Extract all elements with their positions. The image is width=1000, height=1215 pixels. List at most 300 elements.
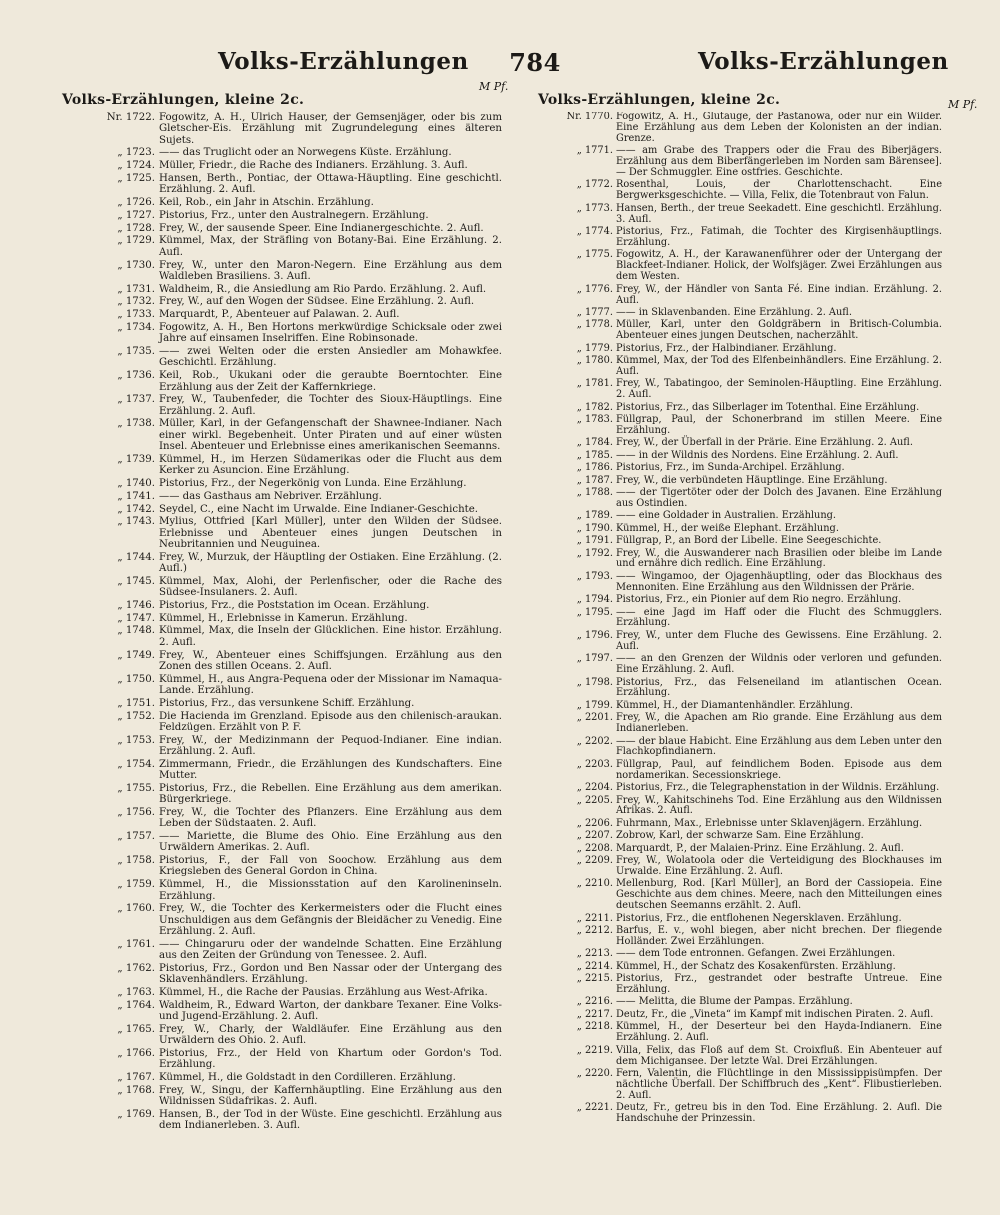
entry-text: Seydel, C., eine Nacht im Urwalde. Eine Indianer-Geschichte. [159,503,479,515]
entry-number: „ 1734. [117,322,155,334]
entry-text: Fuhrmann, Max., Erlebnisse unter Sklavenjägern. Erzählung. [616,817,923,829]
entry-number: „ 1767. [117,1071,155,1083]
catalog-entry [538,308,942,319]
catalog-entry [538,112,942,145]
entry-number: „ 1777. [576,306,613,318]
catalog-entry [62,418,502,452]
entry-number: „ 1747. [117,612,155,624]
entry-number: „ 2217. [576,1008,613,1020]
entry-text: Frey, W., Singu, der Kaffernhäuptling. Eine Erzählung aus den Wildnissen Südafrikas. 2. Aufl. [159,1084,502,1108]
catalog-entry [62,322,502,345]
catalog-entry [62,552,502,575]
entry-number: „ 2201. [576,712,613,724]
entry-number: „ 1797. [576,653,613,665]
entry-text: Pistorius, Frz., das Felseneiland im atlantischen Ocean. Erzählung. [616,676,942,699]
entry-text: Mylius, Ottfried [Karl Müller], unter den Wilden der Südsee. Erlebnisse und Abenteuer eines jungen Deutschen in Neubritannien und Neuguinea. [159,516,502,550]
entry-text: Frey, W., die Tochter des Pflanzers. Eine Erzählung aus dem Leben der Südstaaten. 2. Aufl. [159,806,502,830]
entry-text: Frey, W., Tabatingoo, der Seminolen-Häuptling. Eine Erzählung. 2. Aufl. [616,378,942,401]
entry-text: Kümmel, Max, die Inseln der Glücklichen. Eine histor. Erzählung. 2. Aufl. [159,625,502,648]
catalog-entry [62,698,502,709]
entry-number: „ 1725. [117,172,155,184]
entry-text: Zimmermann, Friedr., die Erzählungen des Kundschafters. Eine Mutter. [159,758,502,782]
catalog-entry [538,926,942,948]
entry-number: „ 1743. [117,516,155,528]
catalog-entry [62,600,502,611]
catalog-entry [538,344,942,355]
entry-number: „ 2213. [576,948,613,960]
entry-number: „ 1783. [576,414,613,426]
price-column-mark-left: M Pf. [479,80,509,93]
catalog-entry [538,654,942,676]
entry-number: „ 1754. [117,758,155,770]
entry-text: Frey, W., der sausende Speer. Eine Indianergeschichte. 2. Aufl. [159,222,484,234]
catalog-entry [538,974,942,996]
entry-text: Fern, Valentin, die Flüchtlinge in den Mississippisümpfen. Der nächtliche Überfall. Der Schiffbruch des „Kent“. Flibustierleben. 2. Aufl. [616,1067,942,1101]
entry-number: „ 2221. [576,1102,613,1114]
catalog-entry [538,701,942,712]
entry-text: —— das Gasthaus am Nebriver. Erzählung. [159,490,382,502]
entry-text: Kümmel, H., die Goldstadt in den Cordilleren. Erzählung. [159,1071,456,1083]
catalog-entry [62,210,502,221]
catalog-entry [62,939,502,962]
right-column-title: Volks-Erzählungen, kleine 2c. [538,92,781,108]
entry-number: „ 2208. [576,842,613,854]
catalog-entry [538,572,942,594]
catalog-entry [62,223,502,234]
entry-number: „ 1791. [576,535,613,547]
catalog-entry [62,1048,502,1071]
entry-text: —— Wingamoo, der Ojagenhäuptling, oder das Blockhaus des Mennoniten. Eine Erzählung aus den Wildnissen der Prärie. [616,570,942,593]
catalog-entry [538,403,942,414]
catalog-entry [538,1046,942,1068]
catalog-entry [62,855,502,878]
entry-text: Kümmel, H., aus Angra-Pequena oder der Missionar im Namaqua-Lande. Erzählung. [159,673,502,696]
entry-text: —— an den Grenzen der Wildnis oder verloren und gefunden. Eine Erzählung. 2. Aufl. [616,653,942,676]
entry-number: „ 1738. [117,418,155,430]
entry-number: „ 1740. [117,477,155,489]
entry-number: „ 2203. [576,758,613,770]
entry-number: „ 1790. [576,522,613,534]
entry-number: „ 1794. [576,594,613,606]
entry-text: Frey, W., die Auswanderer nach Brasilien oder bleibe im Lande und ernähre dich redlich. Eine Erzählung. [616,547,942,570]
catalog-entry [538,844,942,855]
entry-number: „ 2214. [576,960,613,972]
entry-text: Marquardt, P., Abenteuer auf Palawan. 2. Aufl. [159,309,400,321]
entry-text: Frey, W., Abenteuer eines Schiffsjungen. Erzählung aus den Zonen des stillen Oceans. 2. Aufl. [159,649,502,672]
entry-number: „ 1786. [576,462,613,474]
catalog-entry [538,356,942,378]
entry-text: Hansen, Berth., Pontiac, der Ottawa-Häuptling. Eine geschichtl. Erzählung. 2. Aufl. [159,172,502,196]
catalog-entry [62,1000,502,1023]
entry-number: „ 1771. [576,145,613,157]
entry-number: „ 1780. [576,355,613,367]
entry-number: Nr. 1722. [106,112,155,123]
entry-number: „ 1798. [576,676,613,688]
catalog-entry [62,235,502,258]
entry-text: Kümmel, H., der weiße Elephant. Erzählung. [616,522,839,534]
catalog-entry [62,370,502,393]
entry-text: Kümmel, Max, Alohi, der Perlenfischer, oder die Rache des Südsee-Insulaners. 2. Aufl. [159,575,502,599]
entry-text: Frey, W., Wolatoola oder die Verteidigung des Blockhauses im Urwalde. Eine Erzählung. 2. Aufl. [616,855,942,877]
entry-number: „ 1737. [117,394,155,406]
entry-text: Fogowitz, A. H., Ulrich Hauser, der Gemsenjäger, oder bis zum Gletscher-Eis. Erzählung mit Zugrundelegung eines älteren Sujets. [159,112,502,146]
catalog-entry [538,914,942,925]
catalog-entry [538,438,942,449]
entry-text: Barfus, E. v., wohl biegen, aber nicht brechen. Der fliegende Holländer. Zwei Erzählungen. [616,925,942,947]
catalog-entry [62,173,502,196]
entry-text: Waldheim, R., Edward Warton, der dankbare Texaner. Eine Volks- und Jugend-Erzählung. 2. Aufl. [159,999,502,1022]
entry-text: Zobrow, Karl, der schwarze Sam. Eine Erzählung. [616,830,864,842]
entry-number: „ 1766. [117,1047,155,1059]
entry-text: —— der blaue Habicht. Eine Erzählung aus dem Leben unter den Flachkopfindianern. [616,735,942,758]
entry-number: „ 1726. [117,197,155,209]
entry-number: „ 1735. [117,346,155,358]
catalog-entry [538,949,942,960]
entry-text: —— Melitta, die Blume der Pampas. Erzählung. [616,996,853,1008]
entry-number: „ 1732. [117,296,155,308]
left-column-title: Volks-Erzählungen, kleine 2c. [62,92,305,108]
entry-text: —— Chingaruru oder der wandelnde Schatten. Eine Erzählung aus den Zeiten der Gründung von Tenessee. 2. Aufl. [159,938,502,961]
entry-number: „ 1789. [576,510,613,522]
entry-number: „ 1784. [576,437,613,449]
entry-text: Frey, W., unter den Maron-Negern. Eine Erzählung aus dem Waldleben Brasiliens. 3. Aufl. [159,259,502,282]
catalog-entry [62,504,502,515]
entry-number: „ 1759. [117,879,155,891]
catalog-entry [538,997,942,1008]
catalog-entry [62,478,502,489]
entry-number: „ 2220. [576,1067,613,1079]
entry-text: Füllgrap, Paul, der Schonerbrand im stillen Meere. Eine Erzählung. [616,414,942,436]
entry-text: Rosenthal, Louis, der Charlottenschacht. Eine Bergwerksgeschichte. — Villa, Felix, die Totenbraut von Falun. [616,179,942,202]
catalog-entry [538,476,942,487]
catalog-entry [538,451,942,462]
entry-number: „ 1779. [576,342,613,354]
catalog-entry [538,524,942,535]
entry-text: —— der Tigertöter oder der Dolch des Javanen. Eine Erzählung aus Ostindien. [616,487,942,509]
catalog-entry [538,204,942,226]
catalog-entry [538,608,942,630]
entry-number: „ 1749. [117,649,155,661]
entry-text: —— in Sklavenbanden. Eine Erzählung. 2. Aufl. [616,306,852,318]
entry-number: „ 1736. [117,370,155,382]
catalog-entry [538,536,942,547]
catalog-entry [62,309,502,320]
catalog-entry [538,180,942,202]
entry-text: Pistorius, Frz., die entflohenen Negersklaven. Erzählung. [616,912,902,924]
catalog-entry [62,735,502,758]
entry-text: Pistorius, Frz., die Rebellen. Eine Erzählung aus dem amerikan. Bürgerkriege. [159,782,502,806]
entry-text: Pistorius, Frz., Fatimah, die Tochter des Kirgisenhäuptlings. Erzählung. [616,226,942,248]
entry-number: „ 1760. [117,903,155,915]
entry-text: Kümmel, Max, der Sträfling von Botany-Bai. Eine Erzählung. 2. Aufl. [159,235,502,258]
entry-text: Kümmel, Max, der Tod des Elfenbeinhändlers. Eine Erzählung. 2. Aufl. [616,355,942,377]
entry-text: Hansen, Berth., der treue Seekadett. Eine geschichtl. Erzählung. 3. Aufl. [616,202,942,225]
entry-text: Kümmel, H., die Rache der Pausias. Erzählung aus West-Afrika. [159,986,488,998]
entry-number: „ 2216. [576,996,613,1008]
entry-text: Müller, Karl, unter den Goldgräbern in Britisch-Columbia. Abenteuer eines jungen Deutschen, nacherzählt. [616,319,942,342]
entry-number: „ 1755. [117,782,155,794]
entry-number: „ 1727. [117,209,155,221]
entry-number: „ 1745. [117,575,155,587]
catalog-entry [62,346,502,369]
entry-number: „ 1792. [576,547,613,559]
entry-number: „ 1762. [117,962,155,974]
entry-number: „ 1748. [117,625,155,637]
entry-text: Pistorius, Frz., der Halbindianer. Erzählung. [616,342,837,354]
entry-number: „ 1785. [576,449,613,461]
catalog-entry [62,674,502,697]
catalog-entry [538,796,942,818]
entry-text: —— eine Jagd im Haff oder die Flucht des Schmugglers. Erzählung. [616,606,942,629]
catalog-entry [538,962,942,973]
entry-text: Villa, Felix, das Floß auf dem St. Croixfluß. Ein Abenteuer auf dem Michigansee. Der letzte Wal. Drei Erzählungen. [616,1044,942,1067]
catalog-entry [62,454,502,477]
entry-number: „ 1775. [576,249,613,261]
catalog-entry [538,227,942,249]
entry-text: —— am Grabe des Trappers oder die Frau des Biberjägers. Erzählung aus dem Biberfängerleben im Norden sam Bärensee]. — Der Schmuggler. Eine ostfries. Geschichte. [616,145,942,179]
entry-text: Pistorius, Frz., das Silberlager im Totenthal. Eine Erzählung. [616,401,920,413]
catalog-entry [62,394,502,417]
entry-number: „ 1773. [576,202,613,214]
entry-number: „ 1787. [576,474,613,486]
entry-number: „ 2202. [576,735,613,747]
catalog-entry [62,613,502,624]
running-head-left: Volks-Erzählungen [218,48,469,75]
catalog-entry [538,595,942,606]
entry-number: „ 1774. [576,226,613,238]
catalog-entry [538,1022,942,1044]
entry-number: „ 1776. [576,283,613,295]
entry-number: „ 1731. [117,283,155,295]
entry-text: Pistorius, Frz., unter den Australnegern. Erzählung. [159,209,429,221]
catalog-entry [538,285,942,307]
entry-text: Müller, Karl, in der Gefangenschaft der Shawnee-Indianer. Nach einer wirkl. Begebenheit. Unter Piraten und auf einer wüsten Insel. Abenteuer und Erlebnisse eines amerikanischen Seemanns. [159,418,502,453]
entry-number: „ 1796. [576,629,613,641]
entry-number: „ 1757. [117,831,155,843]
entry-number: Nr. 1770. [566,112,613,122]
entry-number: „ 1772. [576,179,613,191]
entry-text: Frey, W., auf den Wogen der Südsee. Eine Erzählung. 2. Aufl. [159,296,475,308]
entry-text: Deutz, Fr., getreu bis in den Tod. Eine Erzählung. 2. Aufl. Die Handschuhe der Prinzessin. [616,1102,942,1125]
catalog-entry [62,783,502,806]
entry-text: Pistorius, Frz., ein Pionier auf dem Rio negro. Erzählung. [616,594,902,606]
catalog-entry [62,987,502,998]
catalog-entry [538,1103,942,1125]
entry-text: —— in der Wildnis des Nordens. Eine Erzählung. 2. Aufl. [616,449,899,461]
entry-number: „ 1756. [117,806,155,818]
catalog-entry [538,783,942,794]
entry-number: „ 1752. [117,710,155,722]
entry-text: Kümmel, H., der Schatz des Kosakenfürsten. Erzählung. [616,960,896,972]
catalog-entry [538,1069,942,1102]
catalog-entry [538,879,942,912]
entry-text: —— eine Goldader in Australien. Erzählung. [616,510,837,522]
entry-number: „ 2212. [576,925,613,937]
catalog-entry [538,146,942,179]
entry-text: Pistorius, Frz., die Poststation im Ocean. Erzählung. [159,599,430,611]
entry-number: „ 1764. [117,999,155,1011]
entry-number: „ 1793. [576,570,613,582]
catalog-entry [62,711,502,734]
catalog-entry [62,491,502,502]
catalog-entry [538,320,942,342]
catalog-entry [538,549,942,571]
catalog-entry [62,1072,502,1083]
catalog-entry [538,463,942,474]
entry-number: „ 1723. [117,147,155,159]
catalog-entry [538,250,942,283]
catalog-entry [62,650,502,673]
entry-number: „ 1744. [117,551,155,563]
catalog-entry [62,759,502,782]
entry-text: Pistorius, Frz., der Negerkönig von Lunda. Eine Erzählung. [159,477,467,489]
entry-text: —— das Truglicht oder an Norwegens Küste. Erzählung. [159,147,452,159]
catalog-entry [538,819,942,830]
entry-text: Frey, W., der Medizinmann der Pequod-Indianer. Eine indian. Erzählung. 2. Aufl. [159,734,502,757]
entry-number: „ 1741. [117,490,155,502]
catalog-entry [62,807,502,830]
entry-text: Mellenburg, Rod. [Karl Müller], an Bord der Cassiopeia. Eine Geschichte aus dem chines. Meere, nach den Mitteilungen eines deutschen Seemanns erzählt. 2. Aufl. [616,878,942,912]
catalog-entry [538,488,942,510]
entry-text: Pistorius, Frz., gestrandet oder bestrafte Untreue. Eine Erzählung. [616,973,942,996]
entry-number: „ 1739. [117,453,155,465]
catalog-entry [62,1109,502,1132]
entry-number: „ 1746. [117,599,155,611]
entry-number: „ 1724. [117,160,155,172]
entry-text: Frey, W., Taubenfeder, die Tochter des Sioux-Häuptlings. Eine Erzählung. 2. Aufl. [159,394,502,417]
entry-text: Frey, W., der Händler von Santa Fé. Eine indian. Erzählung. 2. Aufl. [616,283,942,306]
catalog-entry [538,415,942,437]
entry-number: „ 1730. [117,259,155,271]
entry-text: Marquardt, P., der Malaien-Prinz. Eine Erzählung. 2. Aufl. [616,842,904,854]
catalog-entry [62,516,502,550]
entry-text: Füllgrap, Paul, auf feindlichem Boden. Episode aus dem nordamerikan. Secessionskriege. [616,758,942,781]
entry-text: Pistorius, Frz., das versunkene Schiff. Erzählung. [159,697,415,709]
entry-text: Fogowitz, A. H., der Karawanenführer oder der Untergang der Blackfeet-Indianer. Holick, der Wolfsjäger. Zwei Erzählungen aus dem Westen. [616,249,942,283]
entry-number: „ 2210. [576,878,613,890]
catalog-entry [538,678,942,700]
catalog-entry [62,260,502,283]
entry-text: Pistorius, Frz., der Held von Khartum oder Gordon's Tod. Erzählung. [159,1047,502,1071]
right-column [538,112,942,1142]
entry-text: Müller, Friedr., die Rache des Indianers. Erzählung. 3. Aufl. [159,160,468,172]
entry-text: Frey, W., die Apachen am Rio grande. Eine Erzählung aus dem Indianerleben. [616,712,942,735]
entry-number: „ 1795. [576,606,613,618]
entry-text: Die Hacienda im Grenzland. Episode aus den chilenisch-araukan. Feldzügen. Erzählt von P. F. [159,710,502,733]
entry-number: „ 1763. [117,986,155,998]
entry-text: Frey, W., Murzuk, der Häuptling der Ostiaken. Eine Erzählung. (2. Aufl.) [159,551,502,574]
catalog-entry [62,879,502,902]
entry-number: „ 2211. [576,912,613,924]
catalog-entry [538,737,942,759]
catalog-entry [62,112,502,146]
entry-number: „ 1742. [117,503,155,515]
catalog-entry [538,511,942,522]
entry-text: —— Mariette, die Blume des Ohio. Eine Erzählung aus den Urwäldern Amerikas. 2. Aufl. [159,831,502,854]
entry-text: Kümmel, H., die Missionsstation auf den Karolineninseln. Erzählung. [159,879,502,902]
left-column [62,112,502,1142]
entry-text: Kümmel, H., Erlebnisse in Kamerun. Erzählung. [159,612,408,624]
entry-number: „ 1799. [576,699,613,711]
entry-text: Frey, W., die Tochter des Kerkermeisters oder die Flucht eines Unschuldigen aus dem Gefängnis der Bleidächer zu Venedig. Eine Erzählung. 2. Aufl. [159,903,502,937]
entry-text: —— dem Tode entronnen. Gefangen. Zwei Erzählungen. [616,948,896,960]
entry-number: „ 1733. [117,309,155,321]
entry-text: Pistorius, F., der Fall von Soochow. Erzählung aus dem Kriegsleben des General Gordon in China. [159,855,502,878]
catalog-entry [62,625,502,648]
catalog-entry [538,631,942,653]
catalog-entry [538,713,942,735]
entry-text: Frey, W., unter dem Fluche des Gewissens. Eine Erzählung. 2. Aufl. [616,629,942,652]
catalog-entry [538,1010,942,1021]
catalog-entry [62,903,502,937]
catalog-entry [538,831,942,842]
entry-number: „ 1778. [576,319,613,331]
catalog-entry [62,296,502,307]
entry-number: „ 1768. [117,1084,155,1096]
entry-number: „ 1729. [117,235,155,247]
entry-text: Kümmel, H., der Deserteur bei den Hayda-Indianern. Eine Erzählung. 2. Aufl. [616,1021,942,1044]
entry-text: Frey, W., Charly, der Waldläufer. Eine Erzählung aus den Urwäldern des Ohio. 2. Aufl. [159,1023,502,1047]
page-number: 784 [509,48,561,77]
entry-text: Füllgrap, P., an Bord der Libelle. Eine Seegeschichte. [616,535,882,547]
entry-number: „ 1753. [117,734,155,746]
entry-number: „ 2207. [576,830,613,842]
entry-number: „ 2209. [576,855,613,867]
catalog-entry [62,147,502,158]
catalog-entry [62,576,502,599]
entry-text: Fogowitz, A. H., Ben Hortons merkwürdige Schicksale oder zwei Jahre auf einsamen Inselriffen. Eine Robinsonade. [159,322,502,345]
catalog-entry [62,1024,502,1047]
catalog-entry [62,284,502,295]
running-head-right: Volks-Erzählungen [698,48,949,75]
catalog-entry [538,379,942,401]
entry-number: „ 1765. [117,1023,155,1035]
catalog-entry [62,1085,502,1108]
entry-number: „ 1750. [117,673,155,685]
entry-text: Kümmel, H., der Diamantenhändler. Erzählung. [616,699,854,711]
entry-text: Deutz, Fr., die „Vineta“ im Kampf mit indischen Piraten. 2. Aufl. [616,1008,934,1020]
entry-number: „ 2205. [576,794,613,806]
entry-text: Frey, W., Kahitschinehs Tod. Eine Erzählung aus den Wildnissen Afrikas. 2. Aufl. [616,794,942,817]
catalog-entry [538,856,942,878]
entry-number: „ 1788. [576,487,613,498]
entry-text: Pistorius, Frz., im Sunda-Archipel. Erzählung. [616,462,845,474]
entry-number: „ 2218. [576,1021,613,1033]
catalog-entry [538,760,942,782]
entry-number: „ 2206. [576,817,613,829]
entry-number: „ 1761. [117,938,155,950]
catalog-entry [62,963,502,986]
entry-text: Pistorius, Frz., Gordon und Ben Nassar oder der Untergang des Sklavenhändlers. Erzählung. [159,962,502,986]
entry-text: Hansen, B., der Tod in der Wüste. Eine geschichtl. Erzählung aus dem Indianerleben. 3. Aufl. [159,1108,502,1132]
entry-text: Kümmel, H., im Herzen Südamerikas oder die Flucht aus dem Kerker zu Asuncion. Eine Erzählung. [159,453,502,477]
price-column-mark-right: M Pf. [948,98,978,111]
entry-text: Keil, Rob., Ukukani oder die geraubte Boerntochter. Eine Erzählung aus der Zeit der Kaffernkriege. [159,370,502,393]
catalog-entry [62,197,502,208]
entry-number: „ 1781. [576,378,613,390]
entry-text: Waldheim, R., die Ansiedlung am Rio Pardo. Erzählung. 2. Aufl. [159,283,487,295]
entry-number: „ 1758. [117,855,155,867]
entry-text: Frey, W., die verbündeten Häuptlinge. Eine Erzählung. [616,474,888,486]
entry-text: Pistorius, Frz., die Telegraphenstation in der Wildnis. Erzählung. [616,782,940,794]
entry-text: Frey, W., der Überfall in der Prärie. Eine Erzählung. 2. Aufl. [616,437,913,449]
catalog-entry [62,831,502,854]
entry-number: „ 1728. [117,222,155,234]
entry-number: „ 1769. [117,1108,155,1120]
entry-text: Fogowitz, A. H., Glutauge, der Pastanowa, oder nur ein Wilder. Eine Erzählung aus dem Leben der Kolonisten an der indian. Grenze. [616,112,942,144]
entry-number: „ 1782. [576,401,613,413]
entry-text: Keil, Rob., ein Jahr in Atschin. Erzählung. [159,197,374,209]
